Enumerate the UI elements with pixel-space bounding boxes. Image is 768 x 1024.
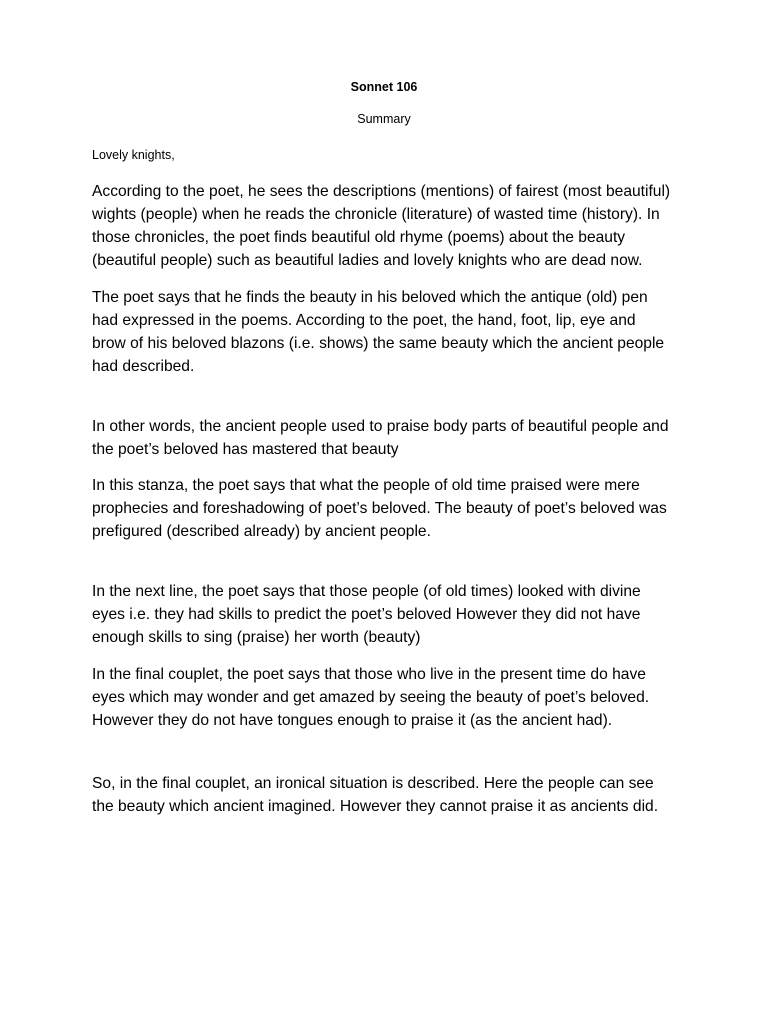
page-title: Sonnet 106 (350, 80, 418, 94)
body-paragraph: In the next line, the poet says that those people (of old times) looked with divine eyes i.e. they had skills to predict the poet’s beloved However they did not have enough skills to sing (praise) her worth (beauty) (92, 583, 641, 647)
body-paragraph: According to the poet, he sees the descriptions (mentions) of fairest (most beautiful) wights (people) when he reads the chronicle (literature) of wasted time (history). In those chronicles, the poet finds beautiful old rhyme (poems) about the beauty (beautiful people) such as beautiful ladies and lovely knights who are dead now. (92, 183, 671, 270)
body-paragraph: In other words, the ancient people used to praise body parts of beautiful people and the poet’s beloved has mastered that beauty (92, 417, 669, 458)
body-paragraph: In the final couplet, the poet says that those who live in the present time do have eyes which may wonder and get amazed by seeing the beauty of poet’s beloved. However they do not have tongues enough to praise it (as the ancient had). (92, 665, 650, 729)
body-paragraph: So, in the final couplet, an ironical situation is described. Here the people can see the beauty which ancient imagined. However they cannot praise it as ancients did. (92, 774, 659, 815)
page-subtitle: Summary (357, 111, 411, 126)
body-paragraph: In this stanza, the poet says that what the people of old time praised were mere prophecies and foreshadowing of poet’s beloved. The beauty of poet’s beloved was prefigured (described already) by ancient people. (92, 477, 667, 541)
body-paragraph: The poet says that he finds the beauty in his beloved which the antique (old) pen had expressed in the poems. According to the poet, the hand, foot, lip, eye and brow of his beloved blazons (i.e. shows) the same beauty which the ancient people had described. (92, 288, 665, 375)
salutation-line: Lovely knights, (92, 147, 175, 162)
